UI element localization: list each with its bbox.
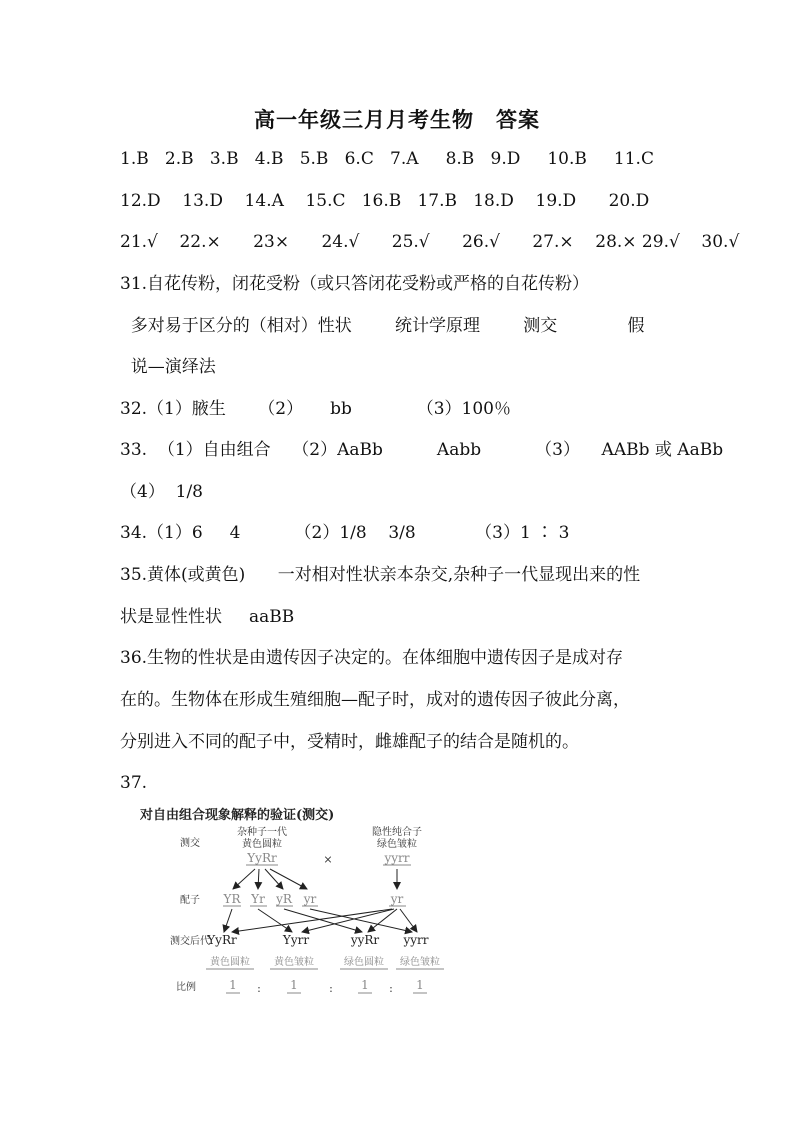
answer-31-line-1: 31.自花传粉，闭花受粉（或只答闭花受粉或严格的自花传粉） [120,274,590,294]
arrow-parent1-to-yR [265,869,283,889]
answer-36-line-3: 分别进入不同的配子中，受精时，雌雄配子的结合是随机的。 [120,732,579,752]
answer-33-line-2: （4） 1/8 [120,482,203,502]
diagram-heading: 对自由组合现象解释的验证(测交) [140,808,335,823]
arrow-parent1-to-Yr [258,869,259,889]
ratio-value-4: 1 [416,978,424,992]
gamete-YR: YR [223,892,241,906]
parent1-desc-line-2: 黄色圆粒 [242,839,282,850]
answers-1-11: 1.B 2.B 3.B 4.B 5.B 6.C 7.A 8.B 9.D 10.B 11.C [120,149,654,169]
arrow-YR-to-YyRr [224,909,232,932]
test-cross-diagram [140,803,460,1007]
phenotype-green-wrinkled: 绿色皱粒 [400,957,440,968]
answers-21-30: 21.√ 22.× 23× 24.√ 25.√ 26.√ 27.× 28.× 29.√ 30.√ [120,232,740,252]
phenotype-yellow-round: 黄色圆粒 [210,957,250,968]
arrow-parent1-to-yr [270,869,307,889]
answer-31-line-3: 说—演绎法 [120,357,216,377]
ratio-sep-2: : [329,982,333,995]
ratio-sep-1: : [257,982,261,995]
offspring-YyRr: YyRr [207,933,237,947]
answers-12-20: 12.D 13.D 14.A 15.C 16.B 17.B 18.D 19.D 20.D [120,191,650,211]
phenotype-yellow-wrinkled: 黄色皱粒 [274,957,314,968]
arrow-p2yr-to-Yyrr [302,909,394,932]
answer-34: 34.（1）6 4 （2）1/8 3/8 （3）1 ∶ 3 [120,523,570,543]
row-label-test-cross: 测交 [180,838,200,849]
answer-31-line-2: 多对易于区分的（相对）性状 统计学原理 测交 假 [120,316,645,336]
page-title: 高一年级三月月考生物 答案 [254,107,540,132]
answer-36-line-1: 36.生物的性状是由遗传因子决定的。在体细胞中遗传因子是成对存 [120,648,624,668]
arrow-p2yr-to-YyRr [232,909,392,932]
parent2-genotype: yyrr [384,851,410,865]
ratio-sep-3: : [389,982,393,995]
arrow-parent1-to-YR [233,869,255,889]
parent1-desc-line-1: 杂种子一代 [237,827,287,838]
answer-32: 32.（1）腋生 （2） bb （3）100％ [120,399,511,419]
arrow-Yr-to-Yyrr [258,909,292,932]
answer-35-line-2: 状是显性性状 aaBB [120,607,295,627]
row-label-gametes: 配子 [180,895,200,906]
gamete-yR: yR [276,892,292,906]
parent1-genotype: YyRr [247,851,277,865]
cross-symbol: × [323,853,333,866]
ratio-value-3: 1 [361,978,369,992]
offspring-yyRr: yyRr [350,933,380,947]
arrow-yr-to-yyrr [310,909,412,932]
phenotype-green-round: 绿色圆粒 [344,957,384,968]
answer-33-line-1: 33. （1）自由组合 （2）AaBb Aabb （3） AABb 或 AaBb [120,440,724,460]
row-label-ratio: 比例 [176,982,196,993]
parent2-desc-line-2: 绿色皱粒 [377,839,417,850]
offspring-Yyrr: Yyrr [282,933,310,947]
arrow-p2yr-to-yyRr [368,909,397,932]
parent2-desc-line-1: 隐性纯合子 [372,827,422,838]
offspring-yyrr: yyrr [403,933,429,947]
ratio-value-2: 1 [290,978,298,992]
gamete-yr: yr [303,892,317,906]
answer-37-label: 37. [120,773,148,793]
answer-35-line-1: 35.黄体(或黄色) 一对相对性状亲本杂交,杂种子一代显现出来的性 [120,565,641,585]
arrow-yR-to-yyRr [284,909,362,932]
row-label-offspring: 测交后代 [170,936,210,947]
gamete-Yr: Yr [251,892,265,906]
gamete-parent2-yr: yr [390,892,404,906]
ratio-value-1: 1 [229,978,237,992]
answer-36-line-2: 在的。生物体在形成生殖细胞—配子时，成对的遗传因子彼此分离， [120,690,630,710]
arrow-p2yr-to-yyrr [400,909,417,932]
